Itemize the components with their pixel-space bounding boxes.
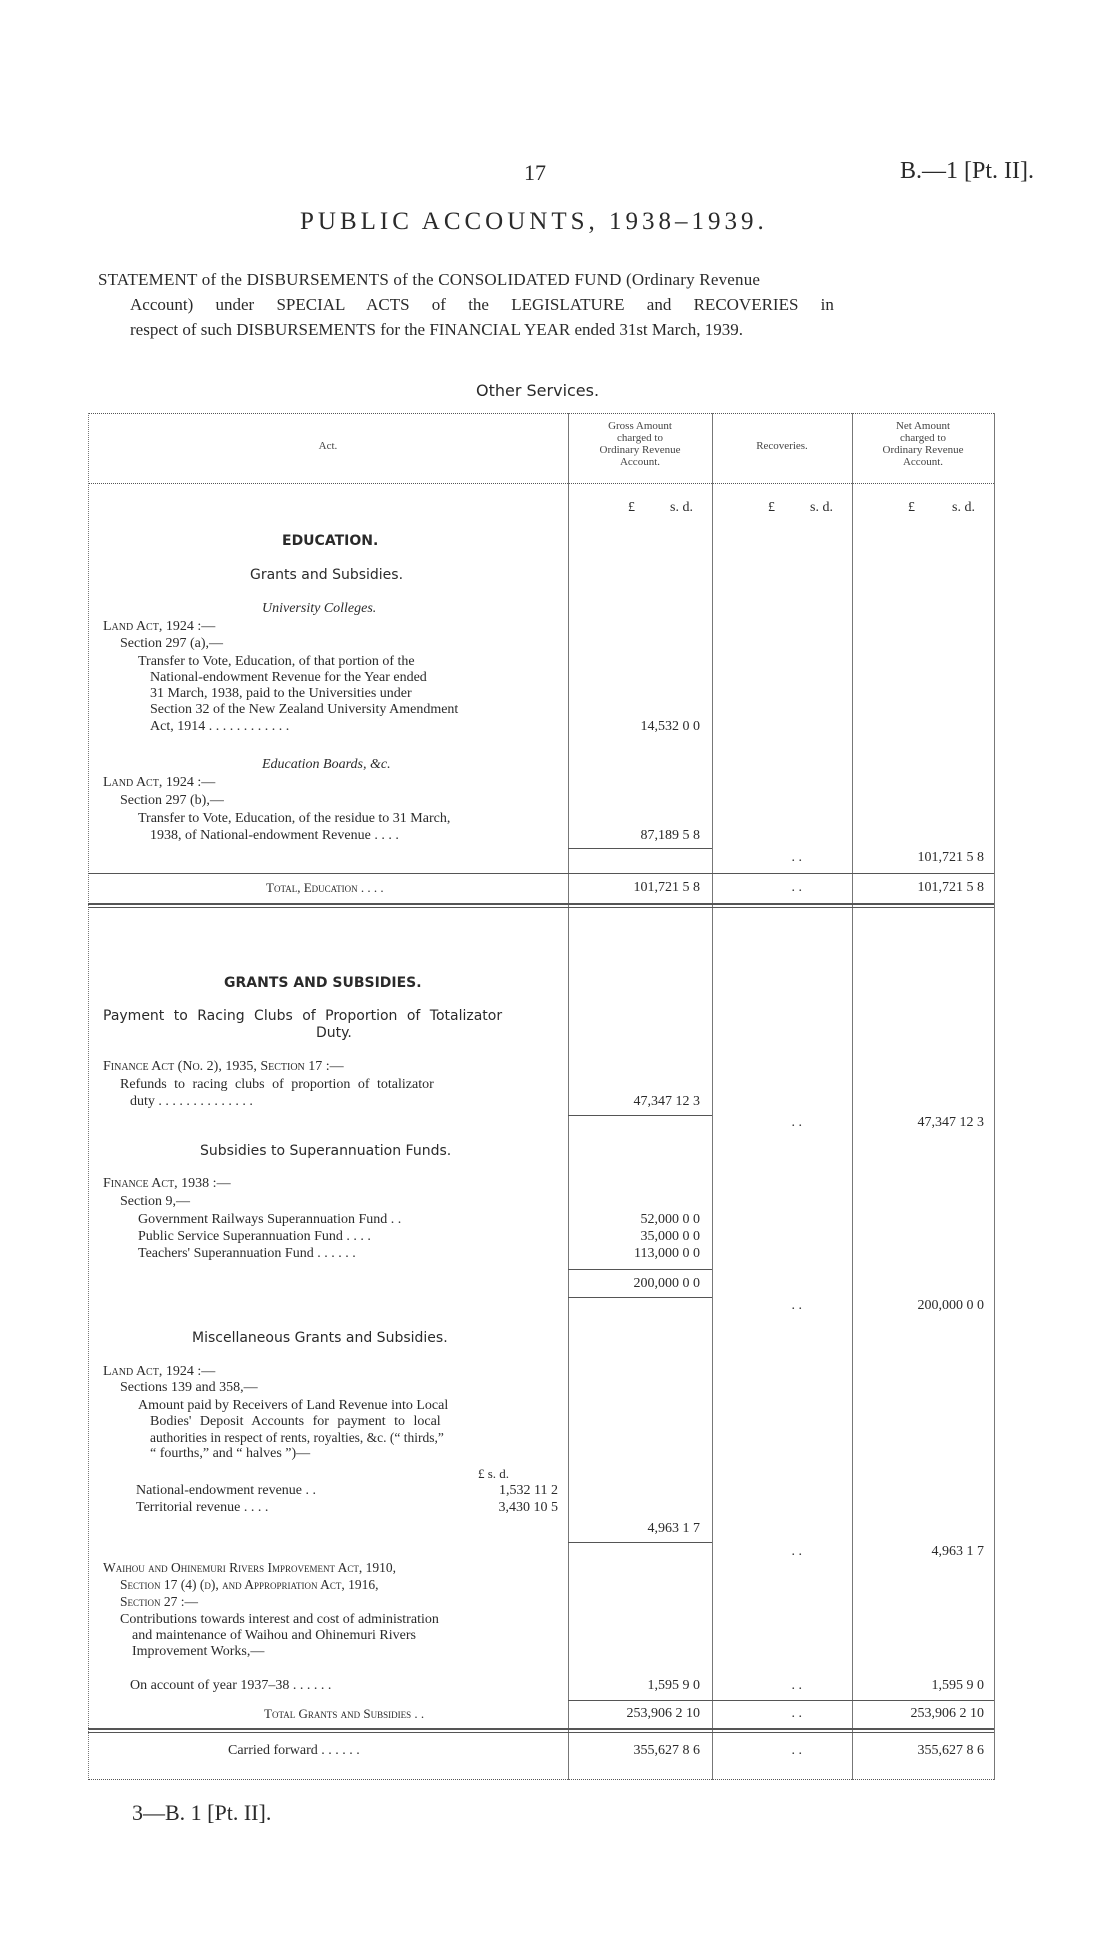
fund-amount: 113,000 0 0: [634, 1246, 700, 1261]
table-top-rule: [88, 413, 994, 414]
amount-cell: 1,595 9 0: [647, 1678, 700, 1693]
fund-name: Teachers' Superannuation Fund . . . . . .: [138, 1246, 356, 1261]
revenue-amount: 3,430 10 5: [498, 1500, 558, 1515]
total-double-rule: [88, 907, 994, 908]
section-heading: GRANTS AND SUBSIDIES.: [224, 975, 422, 991]
column-header-gross: [568, 420, 712, 468]
fund-amount: 52,000 0 0: [640, 1212, 700, 1227]
currency-pound: £: [768, 500, 775, 515]
total-label: Total Grants and Subsidies . .: [264, 1706, 425, 1721]
description-line: 1938, of National-endowment Revenue . . . .: [150, 828, 399, 843]
description-line: and maintenance of Waihou and Ohinemuri Rivers: [132, 1628, 416, 1643]
carried-forward-label: Carried forward . . . . . .: [228, 1743, 360, 1758]
description-line: On account of year 1937–38 . . . . . .: [130, 1678, 332, 1693]
total-double-rule: [88, 1732, 994, 1733]
currency-sd: s. d.: [952, 500, 975, 515]
total-gross: 101,721 5 8: [633, 880, 700, 895]
recoveries-cell: . .: [791, 1544, 802, 1559]
column-header-act: Act.: [318, 440, 338, 452]
subtotal-amount: 200,000 0 0: [633, 1276, 700, 1291]
fund-amount: 35,000 0 0: [640, 1229, 700, 1244]
section-reference: Section 297 (a),—: [120, 636, 224, 651]
amount-cell: 47,347 12 3: [633, 1094, 700, 1109]
total-gross: 253,906 2 10: [626, 1706, 700, 1721]
description-line: “ fourths,” and “ halves ”)—: [150, 1446, 311, 1461]
column-header-line: Account.: [619, 456, 660, 468]
subtotal-rule: [568, 1297, 712, 1298]
subtotal-rule: [568, 1269, 712, 1270]
carried-recoveries: . .: [791, 1743, 802, 1758]
section-reference: Sections 139 and 358,—: [120, 1380, 258, 1395]
column-header-line: charged to: [900, 432, 946, 444]
act-reference: Finance Act (No. 2), 1935, Section 17 :—: [103, 1059, 344, 1074]
description-line: 31 March, 1938, paid to the Universities under: [150, 686, 412, 701]
revenue-label: National-endowment revenue . .: [136, 1483, 316, 1498]
subheading: Education Boards, &c.: [262, 757, 391, 772]
description-line: authorities in respect of rents, royalties, &c. (“ thirds,”: [150, 1430, 444, 1445]
description-line: duty . . . . . . . . . . . . . .: [130, 1094, 253, 1109]
column-rule: [994, 413, 995, 1780]
column-header-line: Ordinary Revenue: [599, 444, 681, 456]
act-reference: Finance Act, 1938 :—: [103, 1176, 231, 1191]
column-rule: [88, 413, 89, 1780]
revenue-amount: 1,532 11 2: [499, 1483, 558, 1498]
column-header-line: Net Amount: [895, 420, 951, 432]
subheading: Grants and Subsidies.: [250, 567, 404, 583]
description-line: National-endowment Revenue for the Year ended: [150, 670, 427, 685]
total-double-rule: [88, 903, 994, 905]
recoveries-cell: . .: [791, 1298, 802, 1313]
footer-signature: 3—B. 1 [Pt. II].: [132, 1800, 272, 1825]
subheading: Payment to Racing Clubs of Proportion of Totalizator: [103, 1008, 503, 1024]
subheading: Subsidies to Superannuation Funds.: [200, 1143, 452, 1159]
column-header-line: charged to: [617, 432, 663, 444]
subheading: Duty.: [316, 1025, 352, 1041]
lsd-header: £ s. d.: [478, 1466, 510, 1481]
net-amount-cell: 101,721 5 8: [917, 850, 984, 865]
column-rule: [852, 413, 853, 1780]
section-reference: Section 9,—: [120, 1194, 190, 1209]
column-header-line: Ordinary Revenue: [882, 444, 964, 456]
recoveries-cell: . .: [791, 1115, 802, 1130]
statement-line: STATEMENT of the DISBURSEMENTS of the CONSOLIDATED FUND (Ordinary Revenue: [98, 270, 761, 289]
doc-reference: B.—1 [Pt. II].: [900, 158, 1034, 184]
subtotal-rule: [568, 1115, 712, 1116]
subtotal-rule: [568, 848, 712, 849]
description-line: Act, 1914 . . . . . . . . . . . .: [150, 719, 290, 734]
table-subtitle: Other Services.: [476, 381, 600, 400]
page-title: PUBLIC ACCOUNTS, 1938–1939.: [300, 208, 768, 235]
fund-name: Public Service Superannuation Fund . . . .: [138, 1229, 371, 1244]
amount-cell: 14,532 0 0: [640, 719, 700, 734]
total-double-rule: [88, 1728, 994, 1730]
column-rule: [712, 413, 713, 1780]
net-amount-cell: 47,347 12 3: [917, 1115, 984, 1130]
statement-line: Account) under SPECIAL ACTS of the LEGISLATURE and RECOVERIES in: [130, 295, 834, 314]
total-net: 253,906 2 10: [910, 1706, 984, 1721]
amount-cell: 87,189 5 8: [640, 828, 700, 843]
fund-name: Government Railways Superannuation Fund . .: [138, 1212, 402, 1227]
section-heading: EDUCATION.: [282, 533, 379, 549]
description-line: Amount paid by Receivers of Land Revenue into Local: [138, 1398, 449, 1413]
recoveries-cell: . .: [791, 1678, 802, 1693]
section-reference: Section 297 (b),—: [120, 793, 224, 808]
carried-net: 355,627 8 6: [917, 1743, 984, 1758]
description-line: Section 32 of the New Zealand University Amendment: [150, 702, 459, 717]
total-rule: [88, 873, 994, 874]
revenue-label: Territorial revenue . . . .: [136, 1500, 269, 1515]
total-rule: [568, 1700, 994, 1701]
act-reference: Section 17 (4) (d), and Appropriation Act, 1916,: [120, 1577, 379, 1592]
total-net: 101,721 5 8: [917, 880, 984, 895]
column-header-recoveries: Recoveries.: [756, 440, 808, 452]
subtotal-rule: [568, 1542, 712, 1543]
column-header-line: Gross Amount: [608, 420, 672, 432]
carried-gross: 355,627 8 6: [633, 1743, 700, 1758]
currency-pound: £: [908, 500, 915, 515]
description-line: Improvement Works,—: [132, 1644, 265, 1659]
currency-sd: s. d.: [810, 500, 833, 515]
subheading: University Colleges.: [262, 601, 377, 616]
act-reference: Waihou and Ohinemuri Rivers Improvement Act, 1910,: [103, 1560, 396, 1575]
subheading: Miscellaneous Grants and Subsidies.: [192, 1330, 448, 1346]
act-reference: Land Act, 1924 :—: [103, 619, 216, 634]
net-amount-cell: 4,963 1 7: [931, 1544, 984, 1559]
table-bottom-rule: [88, 1779, 994, 1780]
amount-cell: 4,963 1 7: [647, 1521, 700, 1536]
recoveries-cell: . .: [791, 850, 802, 865]
currency-sd: s. d.: [670, 500, 693, 515]
column-header-line: Account.: [902, 456, 943, 468]
net-amount-cell: 1,595 9 0: [931, 1678, 984, 1693]
page-number: 17: [524, 160, 546, 185]
description-line: Bodies' Deposit Accounts for payment to local: [150, 1414, 441, 1429]
description-line: Refunds to racing clubs of proportion of totalizator: [120, 1077, 434, 1092]
total-recoveries: . .: [791, 880, 802, 895]
total-label: Total, Education . . . .: [266, 880, 384, 895]
act-reference: Land Act, 1924 :—: [103, 1364, 216, 1379]
currency-pound: £: [628, 500, 635, 515]
act-reference: Land Act, 1924 :—: [103, 775, 216, 790]
total-recoveries: . .: [791, 1706, 802, 1721]
description-line: Transfer to Vote, Education, of the residue to 31 March,: [138, 811, 451, 826]
net-amount-cell: 200,000 0 0: [917, 1298, 984, 1313]
column-header-net: [852, 420, 994, 468]
description-line: Contributions towards interest and cost of administration: [120, 1612, 439, 1627]
description-line: Transfer to Vote, Education, of that portion of the: [138, 654, 415, 669]
statement-line: respect of such DISBURSEMENTS for the FINANCIAL YEAR ended 31st March, 1939.: [130, 320, 744, 339]
header-bottom-rule: [88, 483, 994, 484]
act-reference: Section 27 :—: [120, 1594, 199, 1609]
